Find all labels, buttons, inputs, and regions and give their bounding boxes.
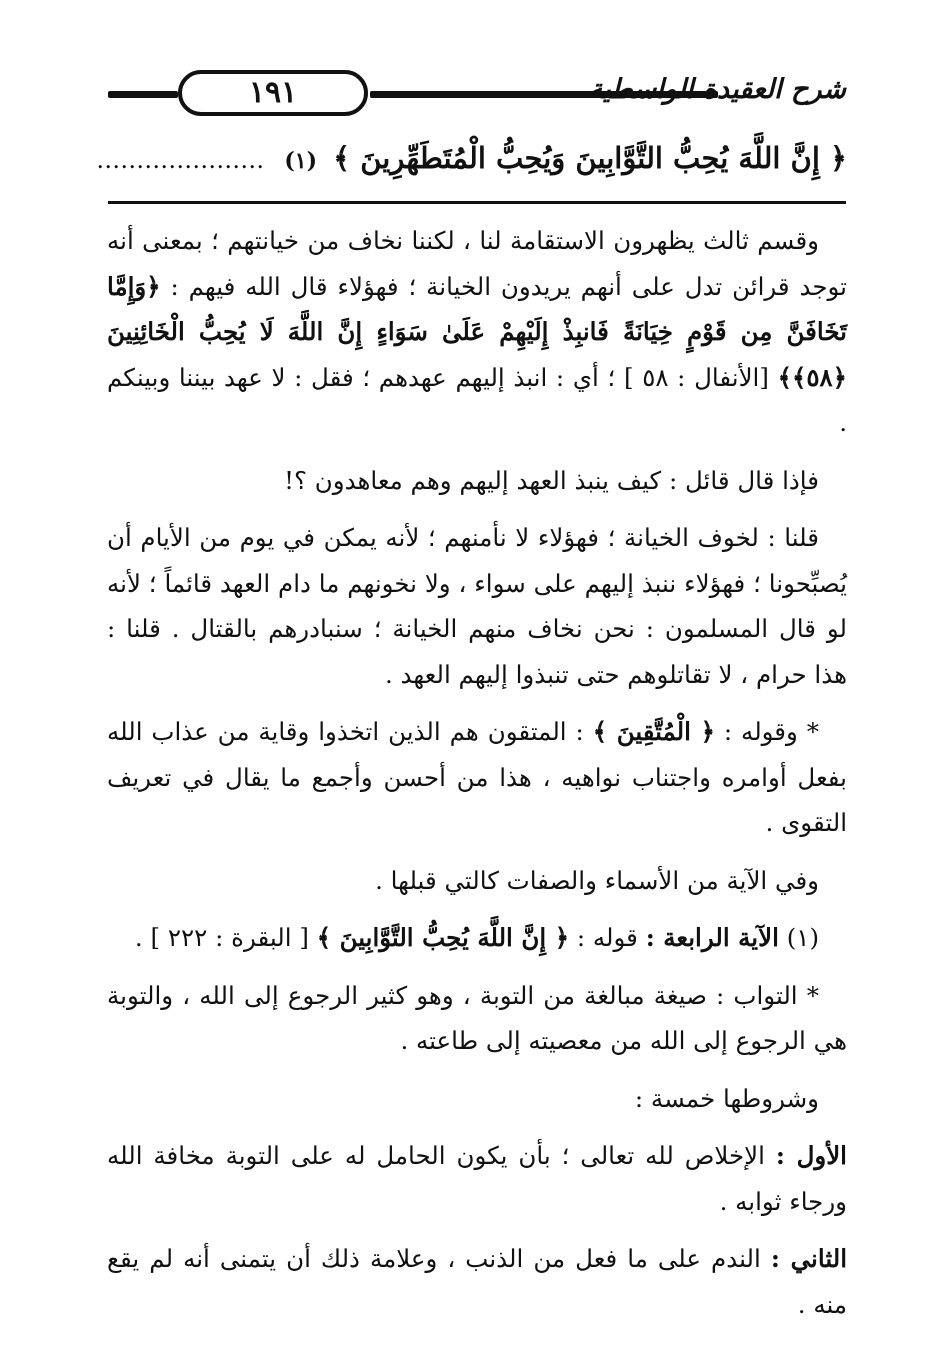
p4-text: : المتقون هم الذين اتخذوا وقاية من عذاب الله بفعل أوامره واجتناب نواهيه ، هذا من أحسن وأجمع ما يقال في تعريف التقوى . (107, 717, 847, 837)
paragraph-9 (107, 1133, 847, 1224)
p4-lead: * وقوله : (723, 717, 820, 746)
footnote-marker: (١) (284, 148, 317, 174)
p1-reference: [الأنفال : ٥٨ ] (623, 362, 769, 392)
paragraph-6 (107, 915, 847, 961)
p6-reference: [ البقرة : ٢٢٢ ] . (134, 923, 309, 952)
running-header (108, 68, 846, 120)
p6-number: (١) (786, 923, 819, 952)
paragraph-1 (107, 218, 847, 446)
p4-quran-word: ﴿ الْمُتَّقِينَ ﴾ (592, 717, 715, 746)
p10-label: الثاني : (770, 1244, 847, 1273)
header-rule-left (108, 91, 178, 98)
paragraph-2: فإذا قال قائل : كيف ينبذ العهد إليهم وهم معاهدون ؟! (284, 465, 819, 495)
p10-text: الندم على ما فعل من الذنب ، وعلامة ذلك أن يتمنى أنه لم يقع منه . (107, 1244, 847, 1319)
paragraph-3: قلنا : لخوف الخيانة ؛ فهؤلاء لا نأمنهم ؛ لأنه يمكن في يوم من الأيام أن يُصبِّحونا ؛ فهؤلاء ننبذ إليهم على سواء ، ولا نخونهم ما دام العهد قائماً ؛ لأنه لو قال المسلمون : نحن نخاف منهم الخيانة ؛ سنبادرهم بالقتال . قلنا : هذا حرام ، لا تقاتلوهم حتى تنبذوا إليهم العهد . (107, 523, 847, 689)
page-number: ١٩١ (178, 70, 368, 116)
leader-dots: ………………… (96, 146, 265, 174)
paragraph-7: * التواب : صيغة مبالغة من التوبة ، وهو كثير الرجوع إلى الله ، والتوبة هي الرجوع إلى الله من معصيته إلى طاعته . (107, 980, 847, 1055)
paragraph-5: وفي الآية من الأسماء والصفات كالتي قبلها . (375, 865, 819, 895)
p9-text: الإخلاص لله تعالى ؛ بأن يكون الحامل له على التوبة مخافة الله ورجاء ثوابه . (107, 1141, 847, 1216)
p1-text-a: وقسم ثالث يظهرون الاستقامة لنا ، لكننا نخاف من خيانتهم ؛ بمعنى أنه توجد قرائن تدل على أنهم يريدون الخيانة ؛ فهؤلاء قال الله فيهم : (107, 226, 847, 301)
p6-label: الآية الرابعة : (645, 923, 779, 952)
book-title: شرح العقيدة الواسطية (588, 74, 846, 105)
p9-label: الأول : (775, 1141, 847, 1170)
paragraph-8: وشروطها خمسة : (634, 1083, 819, 1113)
paragraph-10 (107, 1236, 847, 1327)
body-text (107, 218, 847, 1339)
p1-quran-quote: ﴿وَإِمَّا تَخَافَنَّ مِن قَوْمٍ خِيَانَةً فَانبِذْ إِلَيْهِمْ عَلَىٰ سَوَاءٍ إِنَّ اللَّهَ لَا يُحِبُّ الْخَائِنِينَ ﴿٥٨﴾﴾ (107, 271, 847, 392)
verse-title-text: ﴿ إِنَّ اللَّهَ يُحِبُّ التَّوَّابِينَ وَيُحِبُّ الْمُتَطَهِّرِينَ ﴾ (333, 141, 847, 175)
p6-text: قوله : (576, 923, 638, 952)
p6-quran-quote: ﴿ إِنَّ اللَّهَ يُحِبُّ التَّوَّابِينَ ﴾ (316, 923, 570, 952)
header-divider (108, 201, 846, 204)
verse-title-line (96, 134, 847, 182)
p1-text-b: ؛ أي : انبذ إليهم عهدهم ؛ فقل : لا عهد بيننا وبينكم . (107, 362, 847, 437)
paragraph-4 (107, 709, 847, 846)
